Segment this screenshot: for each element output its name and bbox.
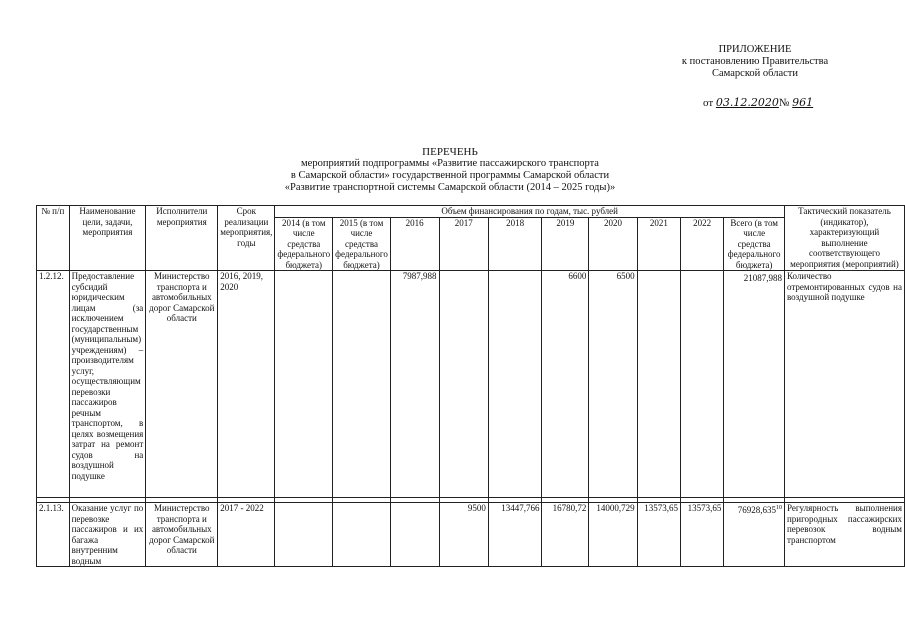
header-2021: 2021 (637, 217, 680, 271)
row-total (724, 271, 785, 498)
header-2015: 2015 (в том числе средства федерального бюджета) (333, 217, 391, 271)
decree-reference (703, 96, 813, 109)
header-total: Всего (в том числе средства федерального бюджета) (724, 217, 785, 271)
row-name: Оказание услуг по перевозке пассажиров и их багажа внутренним водным (69, 503, 146, 567)
header-2017: 2017 (439, 217, 488, 271)
row-term: 2016, 2019, 2020 (218, 271, 275, 498)
row-2015 (333, 271, 391, 498)
table-row (37, 271, 905, 498)
row-2022: 13573,65 (681, 503, 724, 567)
row-2019: 16780,72 (542, 503, 589, 567)
row-2020: 14000,729 (589, 503, 637, 567)
row-2017: 9500 (439, 503, 488, 567)
row-2017 (439, 271, 488, 498)
row-indicator: Количество отремонтированных судов на воздушной подушке (784, 271, 904, 498)
title-line-2: в Самарской области» государственной программы Самарской области (290, 170, 610, 181)
header-name: Наименование цели, задачи, мероприятия (69, 206, 146, 271)
title-line-1: мероприятий подпрограммы «Развитие пассажирского транспорта (301, 158, 599, 169)
row-executor: Министерство транспорта и автомобильных дорог Самарской области (146, 503, 218, 567)
header-executor: Исполнители мероприятия (146, 206, 218, 271)
header-2019: 2019 (542, 217, 589, 271)
row-2014 (275, 503, 333, 567)
appendix-line-2: к постановлению Правительства (681, 56, 829, 67)
row-num: 2.1.13. (37, 503, 70, 567)
row-2019: 6600 (542, 271, 589, 498)
header-2022: 2022 (681, 217, 724, 271)
row-2018 (488, 271, 542, 498)
row-2015 (333, 503, 391, 567)
row-2018: 13447,766 (488, 503, 542, 567)
row-2016 (390, 503, 439, 567)
row-2020: 6500 (589, 271, 637, 498)
row-term: 2017 - 2022 (218, 503, 275, 567)
decree-number-sign: № (778, 97, 790, 109)
title-line-3: «Развитие транспортной системы Самарской области (2014 – 2025 годы)» (284, 182, 616, 193)
header-2018: 2018 (488, 217, 542, 271)
row-num: 1.2.12. (37, 271, 70, 498)
row-indicator: Регулярность выполнения пригородных пассажирских перевозок водным транспортом (784, 503, 904, 567)
header-funding: Объем финансирования по годам, тыс. рублей (275, 206, 785, 218)
row-name: Предоставление субсидий юридическим лицам (за исключением государственным (муниципальным) учреждениям) – производителям услуг, осуществляющим перевозки пассажиров речным транспортом, в целях возмещения затрат на ремонт судов на воздушной подушке (69, 271, 146, 498)
header-indicator: Тактический показатель (индикатор), характеризующий выполнение соответствующего мероприятия (мероприятий) (784, 206, 904, 271)
appendix-line-3: Самарской области (712, 68, 798, 79)
title-main: ПЕРЕЧЕНЬ (422, 146, 478, 158)
table-header-row-1 (37, 206, 905, 218)
row-total-footnote: 10 (775, 505, 782, 511)
row-2014 (275, 271, 333, 498)
appendix-title: ПРИЛОЖЕНИЕ (718, 44, 792, 55)
decree-date: 03.12.2020 (715, 96, 779, 109)
row-total (724, 503, 785, 567)
header-2020: 2020 (589, 217, 637, 271)
row-2021 (637, 271, 680, 498)
header-2016: 2016 (390, 217, 439, 271)
row-2016: 7987,988 (390, 271, 439, 498)
header-num: № п/п (37, 206, 70, 271)
row-2021: 13573,65 (637, 503, 680, 567)
measures-table (36, 205, 905, 567)
header-2014: 2014 (в том числе средства федерального бюджета) (275, 217, 333, 271)
row-total-value: 76928,635 (737, 505, 776, 515)
decree-number: 961 (792, 96, 814, 109)
row-executor: Министерство транспорта и автомобильных дорог Самарской области (146, 271, 218, 498)
decree-prefix: от (703, 97, 714, 109)
row-total-value: 21087,988 (743, 273, 782, 283)
table-row (37, 503, 905, 567)
document-title (180, 146, 720, 194)
header-term: Срок реализации мероприятия, годы (218, 206, 275, 271)
row-2022 (681, 271, 724, 498)
